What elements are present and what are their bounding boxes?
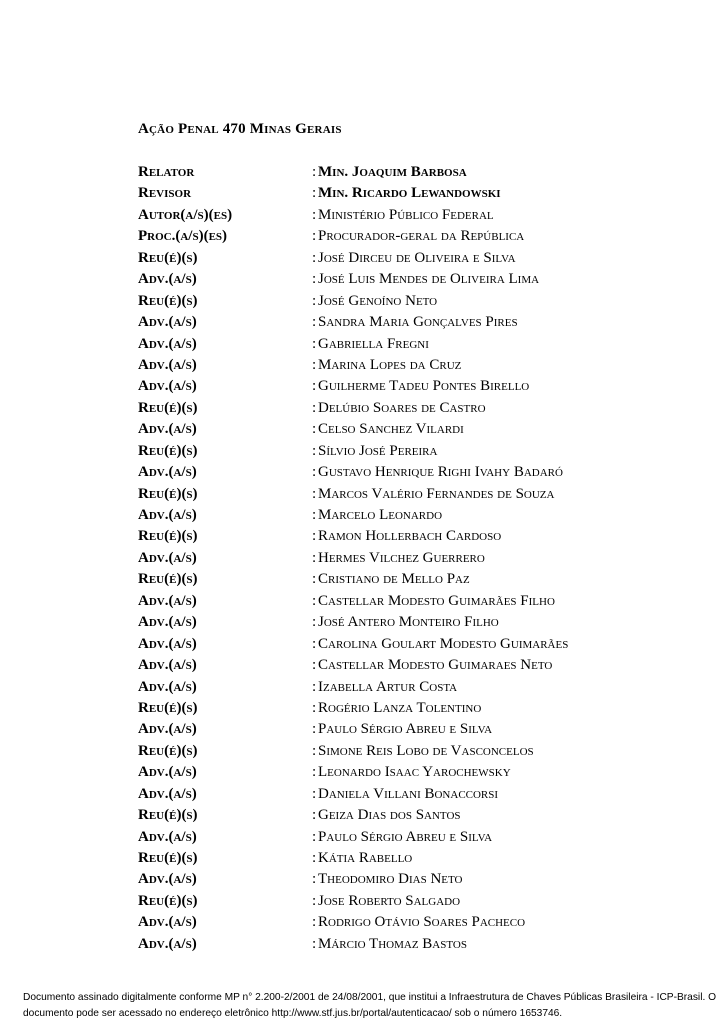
party-separator: : [312,871,317,888]
party-separator: : [312,828,317,845]
party-row [138,376,718,397]
party-row [138,226,718,247]
party-row [138,591,718,612]
party-separator: : [312,721,317,738]
party-separator: : [312,657,317,674]
party-name: Paulo Sérgio Abreu e Silva [318,828,493,845]
party-name: Theodomiro Dias Neto [318,871,463,888]
party-separator: : [312,421,317,438]
party-name: Ramon Hollerbach Cardoso [318,528,502,545]
party-row [138,419,718,440]
party-name: José Dirceu de Oliveira e Silva [318,249,516,266]
party-name: Guilherme Tadeu Pontes Birello [318,378,530,395]
party-role: Adv.(a/s) [138,678,197,695]
party-role: Adv.(a/s) [138,378,197,395]
party-name: Daniela Villani Bonaccorsi [318,785,499,802]
party-separator: : [312,571,317,588]
party-row [138,612,718,633]
party-separator: : [312,935,317,952]
party-row [138,934,718,955]
party-role: Adv.(a/s) [138,507,197,523]
party-name: Celso Sanchez Vilardi [318,421,464,438]
party-row [138,334,718,355]
party-separator: : [312,614,317,631]
party-row [138,398,718,419]
party-name: Izabella Artur Costa [318,678,458,695]
party-separator: : [312,206,317,223]
party-name: Marcelo Leonardo [318,507,443,523]
party-separator: : [312,592,317,609]
party-role: Reu(é)(s) [138,571,198,588]
party-row [138,526,718,547]
party-name: Sandra Maria Gonçalves Pires [318,314,518,331]
party-name: Simone Reis Lobo de Vasconcelos [318,742,534,759]
party-role: Reu(é)(s) [138,528,198,545]
party-role: Adv.(a/s) [138,314,197,331]
party-separator: : [312,892,317,909]
party-separator: : [312,249,317,266]
party-row [138,248,718,269]
party-separator: : [312,314,317,331]
party-role: Adv.(a/s) [138,764,197,781]
party-name: José Antero Monteiro Filho [318,614,499,631]
party-role: Reu(é)(s) [138,699,198,716]
party-row [138,569,718,590]
party-row [138,312,718,333]
party-row [138,698,718,719]
party-role: Adv.(a/s) [138,871,197,888]
party-row [138,505,718,526]
party-separator: : [312,335,317,352]
party-row [138,848,718,869]
footer-line-2: documento pode ser acessado no endereço eletrônico http://www.stf.jus.br/portal/autenticacao/ sob o número 1653746. [23,1008,563,1019]
party-role: Adv.(a/s) [138,828,197,845]
party-row [138,548,718,569]
party-name: Cristiano de Mello Paz [318,571,470,588]
party-row [138,441,718,462]
party-role: Adv.(a/s) [138,657,197,674]
party-role: Adv.(a/s) [138,721,197,738]
party-role: Adv.(a/s) [138,549,197,566]
party-role: Adv.(a/s) [138,614,197,631]
party-name: Marina Lopes da Cruz [318,356,462,373]
party-row [138,291,718,312]
party-name: Gustavo Henrique Righi Ivahy Badaró [318,464,563,481]
party-role: Autor(a/s)(es) [138,206,233,223]
party-row [138,912,718,933]
party-name: Sílvio José Pereira [318,442,438,459]
party-name: Jose Roberto Salgado [318,892,461,909]
party-separator: : [312,549,317,566]
party-name: Carolina Goulart Modesto Guimarães [318,635,569,652]
party-separator: : [312,356,317,373]
party-name: Geiza Dias dos Santos [318,807,461,824]
party-role: Reu(é)(s) [138,742,198,759]
party-name: Ministério Público Federal [318,206,494,223]
party-role: Adv.(a/s) [138,635,197,652]
party-role: Reu(é)(s) [138,399,198,416]
party-separator: : [312,785,317,802]
party-name: Delúbio Soares de Castro [318,399,486,416]
party-separator: : [312,764,317,781]
party-separator: : [312,635,317,652]
party-separator: : [312,464,317,481]
party-role: Relator [138,164,195,180]
party-separator: : [312,485,317,502]
party-row [138,869,718,890]
party-name: Min. Joaquim Barbosa [318,164,467,180]
party-separator: : [312,914,317,931]
party-row [138,269,718,290]
party-row [138,183,718,204]
party-role: Adv.(a/s) [138,421,197,438]
party-role: Adv.(a/s) [138,785,197,802]
party-name: Márcio Thomaz Bastos [318,935,467,952]
party-row [138,741,718,762]
party-separator: : [312,378,317,395]
party-name: Paulo Sérgio Abreu e Silva [318,721,493,738]
signature-footer [23,990,717,1022]
party-role: Reu(é)(s) [138,292,198,309]
party-separator: : [312,228,317,245]
party-separator: : [312,292,317,309]
parties-list [138,162,718,955]
party-role: Adv.(a/s) [138,935,197,952]
party-role: Revisor [138,185,192,202]
party-row [138,891,718,912]
party-role: Reu(é)(s) [138,485,198,502]
party-separator: : [312,399,317,416]
party-row [138,762,718,783]
party-separator: : [312,164,317,180]
party-separator: : [312,271,317,288]
party-name: Procurador-geral da República [318,228,525,245]
party-name: Hermes Vilchez Guerrero [318,549,485,566]
page-title: Ação Penal 470 Minas Gerais [138,121,342,137]
party-row [138,462,718,483]
party-name: Kátia Rabello [318,850,413,866]
party-role: Adv.(a/s) [138,592,197,609]
party-separator: : [312,442,317,459]
party-row [138,162,718,183]
party-name: Castellar Modesto Guimarães Filho [318,592,555,609]
party-role: Adv.(a/s) [138,914,197,931]
party-row [138,205,718,226]
party-separator: : [312,507,317,523]
party-row [138,784,718,805]
party-role: Proc.(a/s)(es) [138,228,228,245]
party-role: Adv.(a/s) [138,335,197,352]
party-row [138,655,718,676]
party-row [138,719,718,740]
party-role: Reu(é)(s) [138,249,198,266]
party-role: Reu(é)(s) [138,892,198,909]
party-name: Marcos Valério Fernandes de Souza [318,485,555,502]
party-separator: : [312,742,317,759]
party-row [138,484,718,505]
party-role: Adv.(a/s) [138,464,197,481]
party-separator: : [312,528,317,545]
party-name: Gabriella Fregni [318,335,429,352]
party-name: Min. Ricardo Lewandowski [318,185,501,202]
party-role: Adv.(a/s) [138,356,197,373]
party-separator: : [312,850,317,866]
party-separator: : [312,185,317,202]
party-name: José Luis Mendes de Oliveira Lima [318,271,540,288]
party-row [138,827,718,848]
party-role: Reu(é)(s) [138,850,198,866]
footer-line-1: Documento assinado digitalmente conforme MP n° 2.200-2/2001 de 24/08/2001, que institui a Infraestrutura de Chaves Públicas Brasileira - ICP-Brasil. O [23,992,717,1003]
party-name: Rogério Lanza Tolentino [318,699,482,716]
party-role: Adv.(a/s) [138,271,197,288]
party-name: Leonardo Isaac Yarochewsky [318,764,511,781]
party-row [138,634,718,655]
party-role: Reu(é)(s) [138,807,198,824]
party-role: Reu(é)(s) [138,442,198,459]
party-name: Rodrigo Otávio Soares Pacheco [318,914,526,931]
party-separator: : [312,699,317,716]
party-separator: : [312,807,317,824]
party-row [138,355,718,376]
party-row [138,805,718,826]
party-name: Castellar Modesto Guimaraes Neto [318,657,553,674]
party-row [138,677,718,698]
party-name: José Genoíno Neto [318,292,438,309]
party-separator: : [312,678,317,695]
